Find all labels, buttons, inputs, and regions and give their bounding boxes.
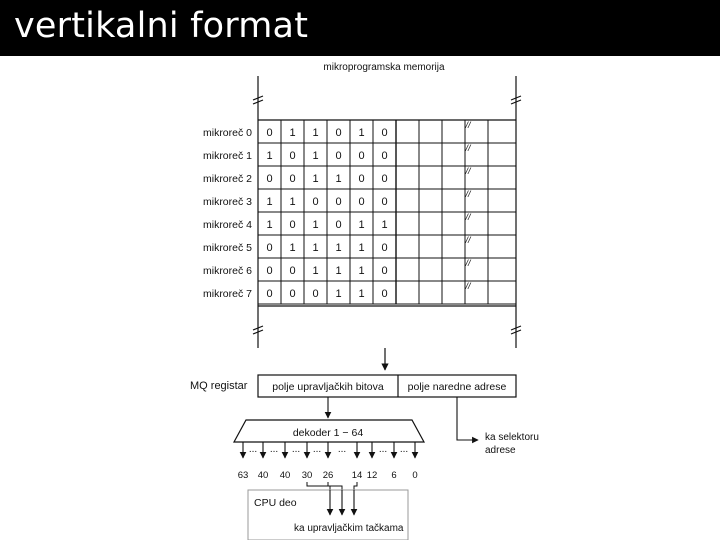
bit-cell: 0 [335, 219, 342, 231]
memory-label: mikroprogramska memorija [323, 62, 445, 73]
decoder-outputs [238, 442, 418, 490]
bit-cell: 1 [335, 288, 342, 300]
microword-grid [203, 120, 516, 304]
mq-register-label: MQ registar [190, 380, 248, 392]
bit-cell: 0 [312, 288, 319, 300]
bit-cell: 1 [358, 265, 365, 277]
control-bits-field: polje upravljačkih bitova [272, 381, 384, 393]
bit-cell: 1 [335, 242, 342, 254]
decoder-output-label: 30 [301, 470, 313, 481]
output-ellipsis: ... [269, 444, 279, 455]
bit-cell: 0 [381, 265, 388, 277]
bit-cell: 0 [289, 219, 296, 231]
row-break-mark: // [465, 189, 471, 199]
decoder-output-label: 40 [257, 470, 269, 481]
bit-cell: 1 [358, 242, 365, 254]
cpu-label: CPU deo [254, 497, 297, 509]
output-ellipsis: ... [378, 444, 388, 455]
bit-cell: 0 [335, 127, 342, 139]
bit-cell: 0 [289, 265, 296, 277]
output-ellipsis: ... [312, 444, 322, 455]
bit-cell: 1 [312, 265, 319, 277]
bit-cell: 1 [312, 150, 319, 162]
next-address-field: polje naredne adrese [407, 381, 507, 393]
control-point-arrows [330, 490, 354, 515]
row-break-mark: // [465, 281, 471, 291]
row-break-mark: // [465, 120, 471, 130]
selector-label-line-1: ka selektoru [485, 432, 539, 443]
bit-cell: 0 [381, 242, 388, 254]
row-break-mark: // [465, 143, 471, 153]
microword-label: mikroreč 3 [202, 196, 252, 208]
bit-cell: 1 [335, 173, 342, 185]
bit-cell: 0 [381, 127, 388, 139]
row-break-mark: // [465, 166, 471, 176]
microword-row [203, 235, 472, 254]
microword-label: mikroreč 1 [202, 150, 252, 162]
bit-cell: 0 [266, 242, 273, 254]
bit-cell: 0 [381, 196, 388, 208]
bit-cell: 1 [266, 196, 273, 208]
bit-cell: 0 [381, 150, 388, 162]
bit-cell: 1 [289, 242, 296, 254]
bit-cell: 1 [358, 288, 365, 300]
microword-row [203, 120, 472, 139]
output-ellipsis: ... [291, 444, 301, 455]
microword-row [203, 281, 472, 300]
microword-row [203, 258, 472, 277]
decoder-label: dekoder 1 − 64 [292, 427, 364, 439]
bit-cell: 1 [312, 127, 319, 139]
microword-label: mikroreč 5 [202, 242, 252, 254]
row-break-mark: // [465, 258, 471, 268]
bit-cell: 1 [266, 150, 273, 162]
microword-label: mikroreč 6 [202, 265, 252, 277]
microword-row [203, 143, 472, 162]
bit-cell: 1 [358, 127, 365, 139]
output-ellipsis: ... [248, 444, 258, 455]
decoder-output-label: 6 [391, 470, 397, 481]
bit-cell: 1 [335, 265, 342, 277]
output-ellipsis: ... [399, 444, 409, 455]
row-break-mark: // [465, 235, 471, 245]
bit-cell: 0 [358, 150, 365, 162]
bit-cell: 1 [358, 219, 365, 231]
bit-cell: 1 [312, 242, 319, 254]
microword-label: mikroreč 0 [202, 127, 252, 139]
microword-row [203, 212, 472, 231]
bit-cell: 0 [312, 196, 319, 208]
bit-cell: 0 [358, 196, 365, 208]
bit-cell: 1 [289, 127, 296, 139]
bit-cell: 1 [266, 219, 273, 231]
decoder-output-label: 40 [279, 470, 291, 481]
decoder-output-label: 12 [366, 470, 378, 481]
microword-row [203, 189, 472, 208]
next-address-arrow [457, 397, 478, 440]
microword-label: mikroreč 7 [202, 288, 252, 300]
decoder-output-label: 0 [412, 470, 418, 481]
microword-label: mikroreč 2 [202, 173, 252, 185]
microword-label: mikroreč 4 [202, 219, 252, 231]
microword-row [203, 166, 472, 185]
bit-cell: 1 [312, 173, 319, 185]
bit-cell: 0 [289, 150, 296, 162]
bit-cell: 0 [381, 288, 388, 300]
bit-cell: 0 [266, 265, 273, 277]
bit-cell: 0 [381, 173, 388, 185]
bit-cell: 0 [266, 173, 273, 185]
slide-title: vertikalni format [14, 6, 309, 46]
row-break-mark: // [465, 212, 471, 222]
decoder-output-label: 63 [237, 470, 249, 481]
bit-cell: 0 [266, 288, 273, 300]
bit-cell: 0 [289, 288, 296, 300]
bit-cell: 0 [358, 173, 365, 185]
bit-cell: 1 [312, 219, 319, 231]
selector-label-line-2: adrese [485, 445, 516, 456]
bit-cell: 0 [266, 127, 273, 139]
bit-cell: 0 [289, 173, 296, 185]
decoder-output-label: 26 [322, 470, 334, 481]
decoder-output-label: 14 [351, 470, 363, 481]
bit-cell: 1 [289, 196, 296, 208]
bit-cell: 0 [335, 150, 342, 162]
control-points-label: ka upravljačkim tačkama [294, 523, 404, 534]
output-ellipsis: ... [337, 444, 347, 455]
bit-cell: 1 [381, 219, 388, 231]
bit-cell: 0 [335, 196, 342, 208]
